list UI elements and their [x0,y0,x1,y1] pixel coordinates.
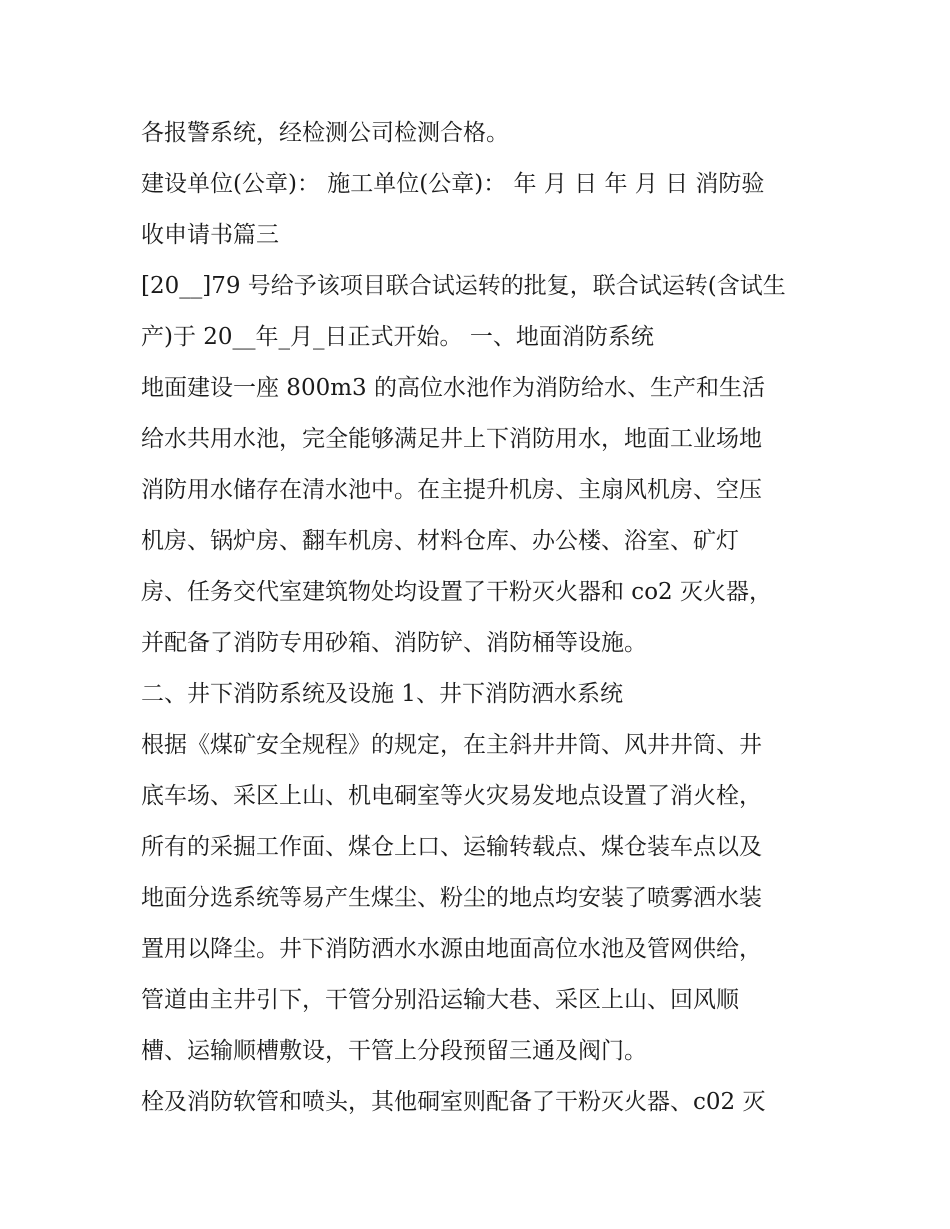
text-line: 二、井下消防系统及设施 1、井下消防洒水系统 [141,681,623,707]
text-line: 并配备了消防专用砂箱、消防铲、消防桶等设施。 [141,630,647,656]
text-line: 置用以降尘。井下消防洒水水源由地面高位水池及管网供给， [141,936,762,962]
text-line: [20__]79 号给予该项目联合试运转的批复，联合试运转(含试生 [141,273,786,299]
text-line: 建设单位(公章)： 施工单位(公章)： 年 月 日 年 月 日 消防验 [141,171,765,197]
text-line: 所有的采掘工作面、煤仓上口、运输转载点、煤仓装车点以及 [141,834,762,860]
text-line: 地面建设一座 800m3 的高位水池作为消防给水、生产和生活 [141,375,765,401]
text-line: 地面分选系统等易产生煤尘、粉尘的地点均安装了喷雾洒水装 [141,885,762,911]
text-line: 机房、锅炉房、翻车机房、材料仓库、办公楼、浴室、矿灯 [141,528,739,554]
text-line: 房、任务交代室建筑物处均设置了干粉灭火器和 co2 灭火器， [141,579,772,605]
text-line: 槽、运输顺槽敷设，干管上分段预留三通及阀门。 [141,1038,647,1064]
text-line: 底车场、采区上山、机电硐室等火灾易发地点设置了消火栓， [141,783,762,809]
paragraph-hydrants-extinguishers [141,1077,821,1128]
paragraph-underground-sprinkler [141,720,821,1077]
text-line: 管道由主井引下，干管分别沿运输大巷、采区上山、回风顺 [141,987,739,1013]
paragraph-alarm-inspection [141,108,821,159]
text-line: 根据《煤矿安全规程》的规定，在主斜井井筒、风井井筒、井 [141,732,762,758]
text-line: 给水共用水池，完全能够满足井上下消防用水，地面工业场地 [141,426,762,452]
text-line: 栓及消防软管和喷头，其他硐室则配备了干粉灭火器、c02 灭 [141,1089,766,1115]
text-line: 消防用水储存在清水池中。在主提升机房、主扇风机房、空压 [141,477,762,503]
document-body [141,108,821,1128]
section-heading-underground [141,669,821,720]
text-line: 各报警系统，经检测公司检测合格。 [141,120,509,146]
paragraph-surface-fire-system [141,363,821,669]
text-line: 产)于 20__年_月_日正式开始。 一、地面消防系统 [141,324,654,350]
text-line: 收申请书篇三 [141,222,279,248]
paragraph-trial-run [141,261,821,363]
paragraph-signatures [141,159,821,261]
